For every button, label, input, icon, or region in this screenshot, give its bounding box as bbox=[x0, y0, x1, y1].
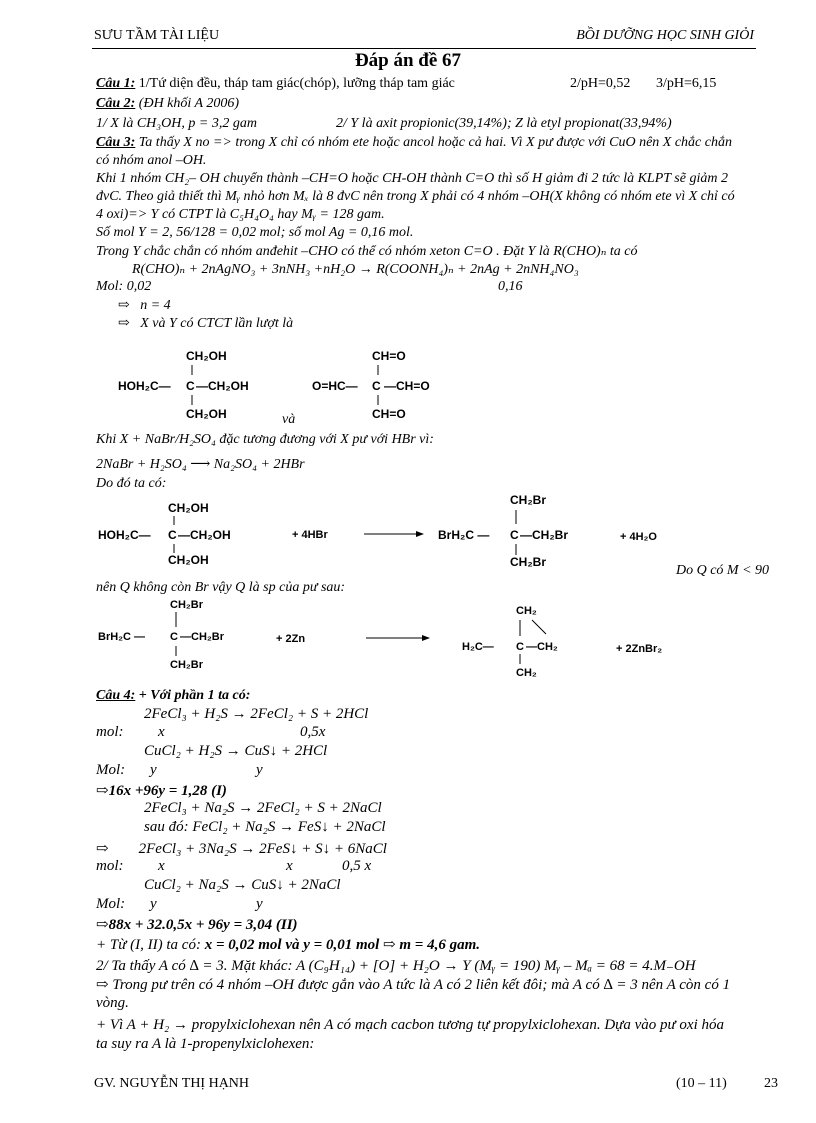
q3-n: n = 4 bbox=[140, 298, 171, 313]
q4-m1b: x bbox=[158, 724, 165, 740]
q4-e3-line bbox=[96, 935, 480, 954]
q3-l2: có nhóm anol –OH. bbox=[96, 153, 207, 168]
q4-m3a: mol: bbox=[96, 858, 124, 874]
q3-l15: nên Q không còn Br vậy Q là sp của pư sau: bbox=[96, 580, 346, 595]
q4-p5: + Vì A + H₂ → propylxiclohexan nên A có mạch cacbon tương tự propylxiclohexan. Dựa vào pư oxi hóa bbox=[96, 1017, 725, 1033]
r1-p-bottom: CH₂Br bbox=[510, 555, 546, 569]
r2-plus-znbr2: + 2ZnBr₂ bbox=[616, 643, 663, 655]
reaction-zn bbox=[96, 596, 776, 680]
q3-xy-line bbox=[118, 315, 293, 332]
arrow-icon: ⇨ bbox=[96, 841, 109, 857]
r1-x-left: HOH₂C— bbox=[98, 528, 151, 542]
r2-p-right: —CH₂ bbox=[526, 641, 558, 653]
q4-head bbox=[96, 688, 250, 704]
q4-e1: 16x +96y = 1,28 (I) bbox=[108, 783, 227, 799]
and-text: và bbox=[282, 412, 296, 427]
header-divider bbox=[92, 48, 756, 49]
q3-xy: X và Y có CTCT lần lượt là bbox=[140, 316, 294, 331]
r1-p-left: BrH₂C — bbox=[438, 528, 490, 542]
structure-x bbox=[118, 345, 278, 425]
struct-y-left: O=HC— bbox=[312, 379, 358, 393]
q4-r2: CuCl₂ + H₂S → CuS↓ + 2HCl bbox=[144, 743, 328, 759]
q1-line bbox=[96, 76, 455, 92]
q4-m3b: x bbox=[158, 858, 165, 874]
struct-x-top: CH₂OH bbox=[186, 349, 227, 363]
q2-line bbox=[96, 96, 239, 112]
r2-p-center: C bbox=[516, 641, 524, 653]
q3-equation: R(CHO)ₙ + 2nAgNO₃ + 3nNH₃ +nH₂O → R(COONH₄)ₙ + 2nAg + 2nNH₄NO₃ bbox=[132, 262, 579, 277]
struct-x-center: C bbox=[186, 379, 195, 393]
structure-y bbox=[312, 345, 472, 425]
q3-n-line bbox=[118, 297, 171, 314]
footer-author: GV. NGUYỄN THỊ HẠNH bbox=[94, 1076, 250, 1091]
r2-top: CH₂Br bbox=[170, 599, 203, 611]
arrow-icon: ⇨ bbox=[383, 937, 396, 953]
q4-e3a: + Từ (I, II) ta có: bbox=[96, 937, 205, 953]
q1-b: 2/pH=0,52 bbox=[570, 76, 631, 91]
q3-side: Do Q có M < 90 bbox=[676, 563, 770, 578]
q4-p6: ta suy ra A là 1-propenylxiclohexen: bbox=[96, 1036, 315, 1052]
q3-l5: 4 oxi)=> Y có CTPT là C₅H₄O₄ hay Mᵧ = 128 gam. bbox=[96, 207, 385, 222]
q4-m4c: y bbox=[256, 896, 263, 912]
q4-m1a: mol: bbox=[96, 724, 124, 740]
arrow-icon: ⇨ bbox=[96, 977, 109, 993]
r2-p-bottom: CH₂ bbox=[516, 667, 537, 679]
q4-p2: 2/ Ta thấy A có ∆ = 3. Mặt khác: A (C₉H₁₄) + [O] + H₂O → Y (Mᵧ = 190) Mᵧ – Mₐ = 68 = 4.M₋OH bbox=[96, 958, 696, 974]
q4-p4: vòng. bbox=[96, 995, 129, 1011]
r2-p-top: CH₂ bbox=[516, 605, 537, 617]
q3-l1: Ta thấy X no => trong X chỉ có nhóm ete hoặc ancol hoặc cả hai. Vì X pư được với CuO nên X chắc chắn bbox=[135, 135, 732, 150]
r2-center: C bbox=[170, 631, 178, 643]
r1-x-bottom: CH₂OH bbox=[168, 553, 209, 567]
q4-m3c: x bbox=[286, 858, 293, 874]
struct-x-left: HOH₂C— bbox=[118, 379, 171, 393]
q3-label: Câu 3: bbox=[96, 135, 136, 150]
q1-label: Câu 1: bbox=[96, 76, 136, 91]
r2-left: BrH₂C — bbox=[98, 631, 146, 643]
header-left: SƯU TẦM TÀI LIỆU bbox=[94, 28, 220, 43]
q1-c: 3/pH=6,15 bbox=[656, 76, 717, 91]
q3-l12: Khi X + NaBr/H₂SO₄ đặc tương đương với X pư với HBr vì: bbox=[96, 432, 434, 447]
q2-b: 2/ Y là axit propionic(39,14%); Z là etyl propionat(33,94%) bbox=[336, 116, 672, 131]
struct-y-center: C bbox=[372, 379, 381, 393]
q4-r5: 2FeCl₃ + 3Na₂S → 2FeS↓ + S↓ + 6NaCl bbox=[138, 841, 387, 857]
q3-mol: Mol: 0,02 bbox=[96, 279, 152, 294]
struct-y-bottom: CH=O bbox=[372, 407, 406, 421]
q4-e2-line bbox=[96, 915, 298, 934]
q4-r4: sau đó: FeCl₂ + Na₂S → FeS↓ + 2NaCl bbox=[144, 819, 386, 835]
struct-x-right: —CH₂OH bbox=[196, 379, 249, 393]
r2-right: —CH₂Br bbox=[180, 631, 224, 643]
arrow-icon: ⇨ bbox=[96, 783, 109, 799]
q3-mol-ag: 0,16 bbox=[498, 279, 523, 294]
q4-r6: CuCl₂ + Na₂S → CuS↓ + 2NaCl bbox=[144, 877, 341, 893]
q4-e3c: m = 4,6 gam. bbox=[399, 937, 481, 953]
footer-year: (10 – 11) bbox=[676, 1076, 727, 1091]
q4-e3b: x = 0,02 mol và y = 0,01 mol bbox=[204, 937, 380, 953]
q4-e1-line bbox=[96, 781, 227, 800]
q3-l4: đvC. Theo giả thiết thì Mᵧ nhỏ hơn Mₓ là 8 đvC nên trong X phải có 4 nhóm –OH(X không có nhóm ete vì X chỉ có bbox=[96, 189, 735, 204]
arrow-icon: ⇨ bbox=[118, 298, 130, 313]
q1-a: 1/Tứ diện đều, tháp tam giác(chóp), lưỡng tháp tam giác bbox=[135, 76, 455, 91]
q2-note: (ĐH khối A 2006) bbox=[135, 96, 239, 111]
q4-r1: 2FeCl₃ + H₂S → 2FeCl₂ + S + 2HCl bbox=[144, 706, 369, 722]
r1-plus-hbr: + 4HBr bbox=[292, 529, 328, 541]
q4-e2: 88x + 32.0,5x + 96y = 3,04 (II) bbox=[108, 917, 298, 933]
r1-x-right: —CH₂OH bbox=[178, 528, 231, 542]
reaction-hbr bbox=[96, 494, 776, 576]
q3-l7: Trong Y chắc chắn có nhóm anđehit –CHO có thể có nhóm xeton C=O . Đặt Y là R(CHO)ₙ ta có bbox=[96, 244, 638, 259]
q2-label: Câu 2: bbox=[96, 96, 136, 111]
q3-line1 bbox=[96, 135, 732, 151]
struct-x-bottom: CH₂OH bbox=[186, 407, 227, 421]
page-number: 23 bbox=[764, 1076, 778, 1091]
q4-m4b: y bbox=[150, 896, 157, 912]
r1-p-right: —CH₂Br bbox=[520, 528, 568, 542]
r1-x-top: CH₂OH bbox=[168, 501, 209, 515]
struct-y-right: —CH=O bbox=[384, 379, 430, 393]
q4-m2c: y bbox=[256, 762, 263, 778]
r1-p-top: CH₂Br bbox=[510, 494, 546, 507]
r1-x-center: C bbox=[168, 528, 177, 542]
header-right: BỒI DƯỠNG HỌC SINH GIỎI bbox=[576, 28, 754, 43]
q4-head-text: + Với phần 1 ta có: bbox=[135, 688, 251, 703]
q4-r3: 2FeCl₃ + Na₂S → 2FeCl₂ + S + 2NaCl bbox=[144, 800, 382, 816]
arrow-icon: ⇨ bbox=[96, 917, 109, 933]
q3-l6: Số mol Y = 2, 56/128 = 0,02 mol; số mol Ag = 0,16 mol. bbox=[96, 225, 414, 240]
q4-m1c: 0,5x bbox=[300, 724, 326, 740]
r2-bottom: CH₂Br bbox=[170, 659, 203, 671]
q3-l3: Khi 1 nhóm CH₂– OH chuyển thành –CH=O hoặc CH-OH thành C=O thì số H giảm đi 2 tức là KLPT sẽ giảm 2 bbox=[96, 171, 728, 186]
q3-l14: Do đó ta có: bbox=[96, 476, 167, 491]
q2-a: 1/ X là CH₃OH, p = 3,2 gam bbox=[96, 116, 257, 131]
q4-m2b: y bbox=[150, 762, 157, 778]
struct-y-top: CH=O bbox=[372, 349, 406, 363]
q4-label: Câu 4: bbox=[96, 688, 136, 703]
r1-p-center: C bbox=[510, 528, 519, 542]
q4-r5-line bbox=[96, 839, 387, 858]
q4-p3-line bbox=[96, 975, 730, 994]
r1-plus-h2o: + 4H₂O bbox=[620, 531, 657, 543]
r2-p-left: H₂C— bbox=[462, 641, 494, 653]
q4-m2a: Mol: bbox=[96, 762, 126, 778]
r2-plus-zn: + 2Zn bbox=[276, 633, 306, 645]
q4-p3: Trong pư trên có 4 nhóm –OH được gắn vào A tức là A có 2 liên kết đôi; mà A có ∆ = 3 nên A còn có 1 bbox=[108, 977, 731, 993]
arrow-icon: ⇨ bbox=[118, 316, 130, 331]
q3-l13: 2NaBr + H₂SO₄ ⟶ Na₂SO₄ + 2HBr bbox=[96, 457, 305, 472]
page-title: Đáp án đề 67 bbox=[354, 50, 462, 71]
q4-m4a: Mol: bbox=[96, 896, 126, 912]
q4-m3d: 0,5 x bbox=[342, 858, 372, 874]
